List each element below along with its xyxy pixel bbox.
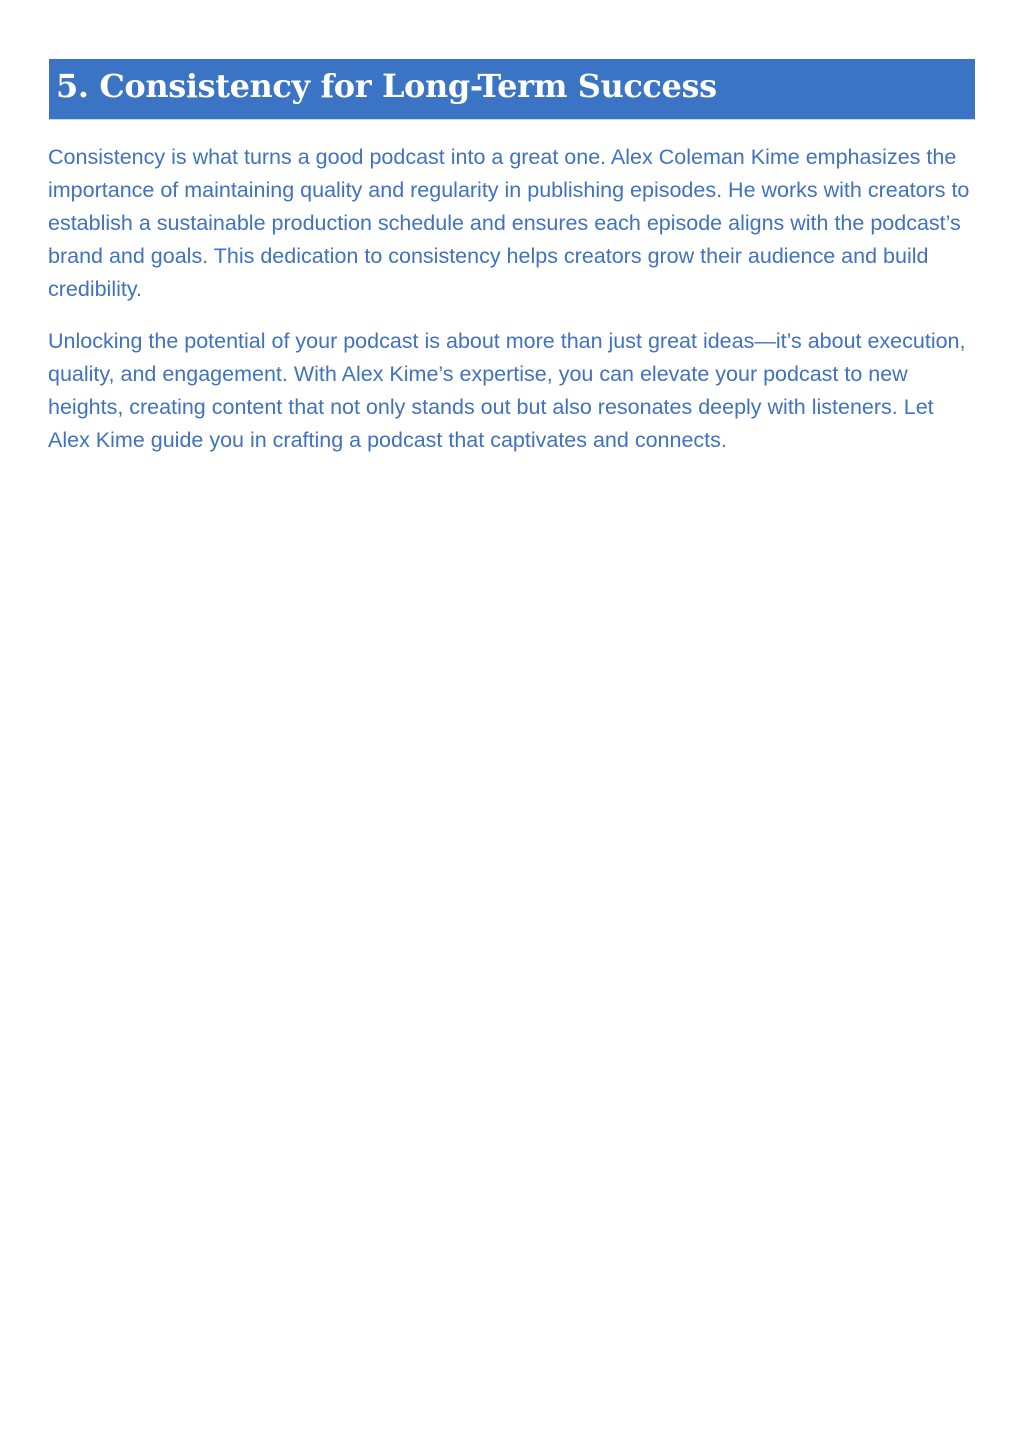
section-heading-bar: [49, 59, 975, 120]
section-heading: 5. Consistency for Long-Term Success: [56, 67, 717, 105]
paragraph-conclusion: Unlocking the potential of your podcast is about more than just great ideas—it’s about execution, quality, and engagement. With Alex Kime’s expertise, you can elevate your podcast to new heights, creating content that not only stands out but also resonates deeply with listeners. Let Alex Kime guide you in crafting a podcast that captivates and connects.: [48, 329, 966, 452]
paragraph-consistency: Consistency is what turns a good podcast into a great one. Alex Coleman Kime emphasizes the importance of maintaining quality and regularity in publishing episodes. He works with creators to establish a sustainable production schedule and ensures each episode aligns with the podcast’s brand and goals. This dedication to consistency helps creators grow their audience and build credibility.: [48, 145, 970, 301]
